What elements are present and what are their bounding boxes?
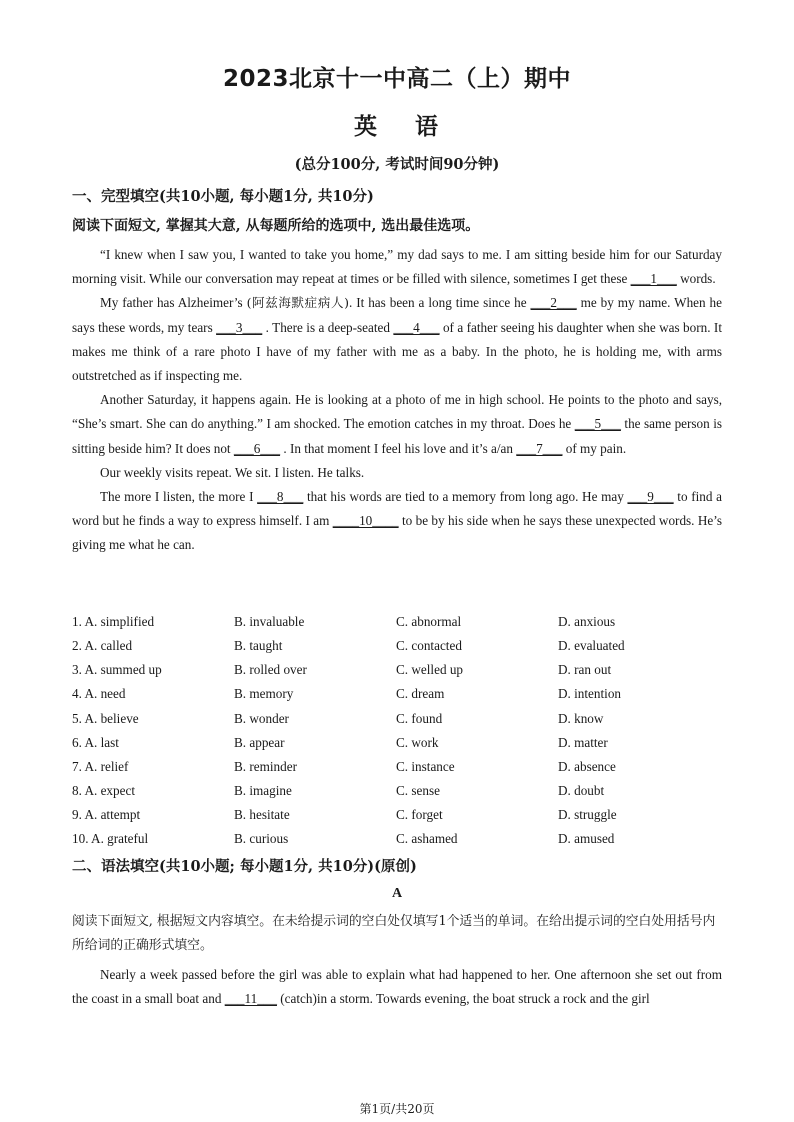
score-time-line: (总分100分, 考试时间90分钟) (294, 156, 500, 173)
option-row: 3. A. summed up B. rolled over C. welled up D. ran out (72, 662, 612, 678)
blank-8: ___8___ (257, 489, 304, 505)
blank-7: ___7___ (516, 440, 563, 456)
option-row: 1. A. simplified B. invaluable C. abnormal D. anxious (72, 614, 616, 630)
cloze-passage (72, 243, 722, 558)
blank-1: ___1___ (630, 271, 677, 287)
options-list (72, 610, 732, 851)
passage-paragraph-1: “I knew when I saw you, I wanted to take you home,” my dad says to me. I am sitting beside him for our Saturday morning visit. While our conversation may repeat at times or be filled with silence, sometimes I get these ___1___ words. (72, 247, 722, 287)
option-row: 10. A. grateful B. curious C. ashamed D. amused (72, 831, 615, 847)
option-row: 6. A. last B. appear C. work D. matter (72, 734, 608, 750)
blank-3: ___3___ (216, 319, 263, 335)
option-row: 7. A. relief B. reminder C. instance D. absence (72, 758, 616, 774)
subject-title (0, 108, 794, 141)
option-row: 9. A. attempt B. hesitate C. forget D. struggle (72, 807, 617, 823)
option-row: 8. A. expect B. imagine C. sense D. doubt (72, 783, 605, 799)
section1-heading: 一、完型填空(共10小题, 每小题1分, 共10分) (72, 188, 374, 205)
blank-6: ___6___ (233, 440, 281, 456)
section1-instruction: 阅读下面短文, 掌握其大意, 从每题所给的选项中, 选出最佳选项。 (72, 218, 480, 234)
page-footer: 第1页/共20页 (359, 1102, 435, 1116)
blank-2: ___2___ (530, 295, 577, 311)
passage-paragraph-3: Another Saturday, it happens again. He is looking at a photo of me in high school. He points to the photo and says, “She’s smart. She can do anything.” I am shocked. The emotion catches in my throat. Does he ___5___ the same person is sitting beside him? It does not ___6___ . In that moment I feel his love and it’s a/an ___7___ of my pain. (72, 392, 722, 456)
section2-heading: 二、语法填空(共10小题; 每小题1分, 共10分)(原创) (72, 858, 417, 875)
passage-paragraph-4: Our weekly visits repeat. We sit. I listen. He talks. (100, 464, 365, 480)
grammar-passage (72, 963, 722, 1011)
subject-char-1: 英 (354, 113, 379, 140)
blank-5: ___5___ (574, 416, 621, 432)
blank-9: ___9___ (627, 489, 674, 505)
blank-10: ____10____ (332, 513, 399, 529)
passage-paragraph-2: My father has Alzheimer’s (阿兹海默症病人). It has been a long time since he ___2___ me by my name. When he says these words, my tears ___3___ . There is a deep-seated ___4___ of a father seeing his daughter when she was born. It makes me think of a rare photo I have of my father with me as a baby. In the photo, he is holding me, with arms outstretched as if inspecting me. (72, 295, 723, 384)
section2-instruction: 阅读下面短文, 根据短文内容填空。在未给提示词的空白处仅填写1个适当的单词。在给出提示词的空白处用括号内所给词的正确形式填空。 (72, 914, 716, 953)
option-row: 2. A. called B. taught C. contacted D. evaluated (72, 638, 625, 654)
blank-11: ___11___ (224, 991, 277, 1007)
blank-4: ___4___ (393, 319, 440, 335)
option-row: 4. A. need B. memory C. dream D. intention (72, 686, 622, 702)
passage-paragraph-5: The more I listen, the more I ___8___ that his words are tied to a memory from long ago. He may ___9___ to find a word but he finds a way to express himself. I am ____10____ to be by his side when he says these unexpected words. He’s giving me what he can. (72, 489, 722, 553)
subject-char-2: 语 (415, 113, 440, 140)
exam-title: 2023北京十一中高二（上）期中 (222, 66, 571, 92)
option-row: 5. A. believe B. wonder C. found D. know (72, 710, 604, 726)
section2-part-label: A (391, 886, 403, 901)
grammar-paragraph-1: Nearly a week passed before the girl was able to explain what had happened to her. One afternoon she set out from the coast in a small boat and ___11___ (catch)in a storm. Towards evening, the boat struck a rock and the girl (72, 967, 722, 1007)
